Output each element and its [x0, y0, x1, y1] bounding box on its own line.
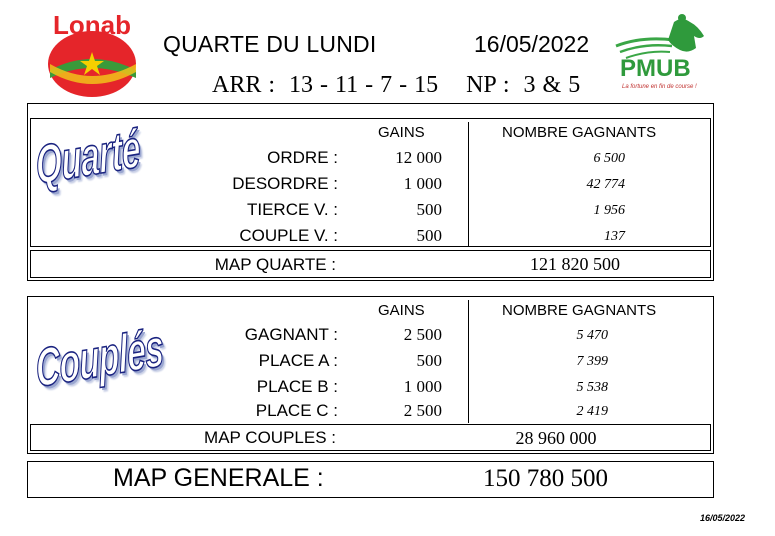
- quarte-row-gain: 500: [416, 226, 442, 245]
- footer-date: 16/05/2022: [700, 513, 746, 523]
- quarte-row-gain: 1 000: [403, 174, 442, 193]
- couples-row-gain: 2 500: [403, 325, 442, 344]
- couples-row-gain: 500: [416, 351, 442, 370]
- couples-row-winners: 5 538: [576, 380, 608, 395]
- quarte-row-winners: 1 956: [593, 203, 625, 218]
- couples-map-label: MAP COUPLES :: [204, 428, 336, 447]
- pmub-logo-text: PMUB: [620, 55, 691, 82]
- quarte-title: Quarté: [34, 118, 142, 196]
- couples-row-gain: 1 000: [403, 377, 442, 396]
- pmub-logo: [612, 10, 717, 98]
- page-title: QUARTE DU LUNDI: [163, 31, 377, 57]
- quarte-map-label: MAP QUARTE :: [214, 255, 336, 274]
- couples-row-label: PLACE C :: [255, 401, 338, 420]
- couples-col-divider: [468, 300, 469, 423]
- quarte-col-gains: GAINS: [378, 124, 425, 141]
- quarte-row-label: ORDRE :: [267, 148, 338, 167]
- quarte-row-winners: 42 774: [586, 177, 625, 192]
- quarte-row-label: TIERCE V. :: [246, 200, 338, 219]
- couples-col-gains: GAINS: [378, 302, 425, 319]
- quarte-col-divider: [468, 122, 469, 246]
- couples-row-winners: 7 399: [576, 354, 608, 369]
- quarte-row-label: DESORDRE :: [232, 174, 338, 193]
- generale-value: 150 780 500: [483, 465, 608, 492]
- couples-col-winners: NOMBRE GAGNANTS: [502, 302, 657, 319]
- couples-row-label: GAGNANT :: [244, 325, 338, 344]
- quarte-row-winners: 137: [604, 229, 625, 244]
- couples-title: Couplés: [34, 317, 165, 399]
- couples-row-label: PLACE B :: [256, 377, 338, 396]
- couples-map-value: 28 960 000: [515, 428, 597, 448]
- pmub-slogan: La fortune en fin de course !: [622, 84, 697, 90]
- header-date: 16/05/2022: [474, 31, 590, 57]
- couples-row-label: PLACE A :: [258, 351, 338, 370]
- couples-row-gain: 2 500: [403, 401, 442, 420]
- quarte-map-value: 121 820 500: [530, 254, 620, 274]
- quarte-col-winners: NOMBRE GAGNANTS: [502, 124, 657, 141]
- couples-row-winners: 2 419: [576, 404, 608, 419]
- quarte-row-label: COUPLE V. :: [239, 226, 338, 245]
- quarte-row-winners: 6 500: [593, 151, 625, 166]
- lonab-logo: [40, 8, 144, 100]
- generale-label: MAP GENERALE :: [113, 464, 324, 492]
- arrivee-line: ARR : 13 - 11 - 7 - 15 NP : 3 & 5: [212, 72, 581, 98]
- couples-row-winners: 5 470: [576, 328, 608, 343]
- quarte-row-gain: 12 000: [395, 148, 442, 167]
- quarte-row-gain: 500: [416, 200, 442, 219]
- lonab-logo-text: Lonab: [53, 10, 131, 40]
